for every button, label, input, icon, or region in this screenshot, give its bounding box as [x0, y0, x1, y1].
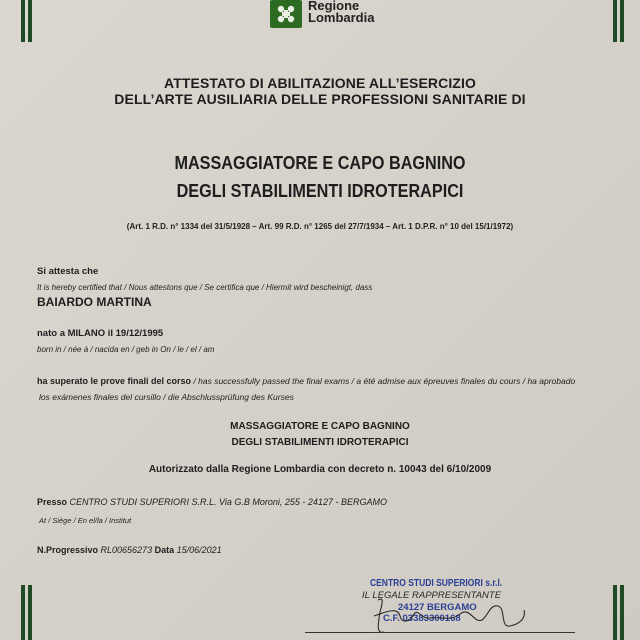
- regione-lombardia-logo: [270, 0, 374, 28]
- stamp-line-3: C.F. 03383300168: [383, 613, 461, 624]
- border-line-bottom-left-1: [21, 585, 25, 640]
- logo-line-1: Regione: [308, 0, 360, 13]
- legal-representative-label: IL LEGALE RAPPRESENTANTE: [362, 590, 502, 601]
- border-line-bottom-right-1: [613, 585, 617, 640]
- heading-line-1: ATTESTATO DI ABILITAZIONE ALL’ESERCIZIO: [164, 75, 476, 91]
- course-line-2: DEGLI STABILIMENTI IDROTERAPICI: [231, 437, 409, 448]
- stamp-line-2: 24127 BERGAMO: [398, 602, 477, 613]
- progressivo-label: N.Progressivo: [37, 545, 99, 555]
- border-line-top-right-2: [620, 0, 624, 42]
- data-label: Data: [154, 545, 175, 555]
- birth-translations: born in / née à / nacida en / geb in On / le / el / am: [37, 345, 215, 354]
- heading-line-2: DELL’ARTE AUSILIARIA DELLE PROFESSIONI SANITARIE DI: [114, 91, 526, 107]
- intro-translations: It is hereby certified that / Nous attestons que / Se certifica que / Hiermit wird bescheinigt, dass: [37, 283, 373, 292]
- stamp-line-1: CENTRO STUDI SUPERIORI s.r.l.: [370, 578, 503, 589]
- border-line-top-left-2: [28, 0, 32, 42]
- border-line-bottom-right-2: [620, 585, 624, 640]
- birth-info: nato a MILANO il 19/12/1995: [37, 328, 164, 339]
- authorization-decree: Autorizzato dalla Regione Lombardia con decreto n. 10043 del 6/10/2009: [148, 464, 492, 475]
- presso-label: Presso: [37, 497, 68, 507]
- course-line-1: MASSAGGIATORE E CAPO BAGNINO: [230, 421, 410, 432]
- passed-statement: [37, 376, 575, 386]
- title-line-1: MASSAGGIATORE E CAPO BAGNINO: [174, 153, 466, 173]
- holder-name: BAIARDO MARTINA: [37, 295, 152, 309]
- passed-translations-2: los exámenes finales del cursillo / die Abschlussprüfung des Kurses: [39, 392, 294, 402]
- presso-translations: At / Siège / En el/la / Institut: [39, 516, 132, 525]
- data-value: 15/06/2021: [174, 545, 222, 555]
- border-line-top-left-1: [21, 0, 25, 42]
- title-line-2: DEGLI STABILIMENTI IDROTERAPICI: [176, 181, 464, 201]
- border-line-bottom-left-2: [28, 585, 32, 640]
- rosa-camuna-icon: [270, 0, 302, 28]
- legal-references: (Art. 1 R.D. n° 1334 del 31/5/1928 – Art. 99 R.D. n° 1265 del 27/7/1934 – Art. 1 D.P.R. n° 10 del 15/1/1972): [126, 222, 514, 231]
- logo-line-2: Lombardia: [308, 10, 375, 25]
- border-line-top-right-1: [613, 0, 617, 42]
- progressivo-line: [37, 545, 222, 555]
- progressivo-value: RL00656273: [98, 545, 155, 555]
- passed-translations-1: / has successfully passed the final exams / a été admise aux épreuves finales du cours / ha aprobado: [191, 376, 576, 386]
- passed-label: ha superato le prove finali del corso: [37, 376, 192, 386]
- signature-line: [305, 632, 575, 633]
- presso-value: CENTRO STUDI SUPERIORI S.R.L. Via G.B Moroni, 255 - 24127 - BERGAMO: [67, 497, 387, 507]
- presso-line: [37, 497, 387, 507]
- intro-label: Si attesta che: [37, 266, 99, 277]
